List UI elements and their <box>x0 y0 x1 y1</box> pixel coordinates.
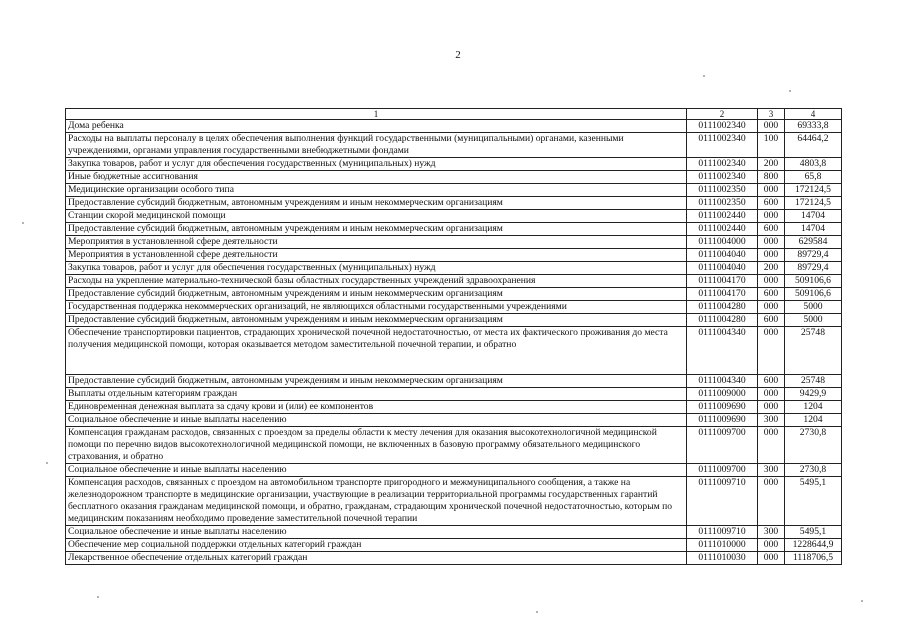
table-row <box>66 552 842 565</box>
row-name-cell: Дома ребенка <box>66 120 687 133</box>
row-sum-cell: 1204 <box>785 401 842 414</box>
table-row <box>66 262 842 275</box>
row-sum-cell: 2730,8 <box>785 427 842 464</box>
table-row <box>66 388 842 401</box>
row-expense-type-cell: 000 <box>758 120 785 133</box>
row-code-cell: 0111002340 <box>687 158 758 171</box>
table-row <box>66 288 842 301</box>
row-name-cell: Станции скорой медицинской помощи <box>66 210 687 223</box>
row-code-cell: 0111009710 <box>687 477 758 526</box>
column-header-sum: 4 <box>785 109 842 120</box>
row-code-cell: 0111009710 <box>687 526 758 539</box>
table-row <box>66 539 842 552</box>
row-sum-cell: 5495,1 <box>785 477 842 526</box>
row-code-cell: 0111004040 <box>687 249 758 262</box>
column-header-name: 1 <box>66 109 687 120</box>
row-name-cell: Социальное обеспечение и иные выплаты населению <box>66 526 687 539</box>
row-code-cell: 0111002340 <box>687 120 758 133</box>
table-row <box>66 210 842 223</box>
row-code-cell: 0111009000 <box>687 388 758 401</box>
row-name-cell: Закупка товаров, работ и услуг для обеспечения государственных (муниципальных) нужд <box>66 158 687 171</box>
scan-speck <box>861 600 863 602</box>
table-row <box>66 249 842 262</box>
row-name-cell: Предоставление субсидий бюджетным, автономным учреждениям и иным некоммерческим организациям <box>66 314 687 327</box>
row-name-cell: Лекарственное обеспечение отдельных категорий граждан <box>66 552 687 565</box>
row-code-cell: 0111002350 <box>687 184 758 197</box>
row-expense-type-cell: 000 <box>758 184 785 197</box>
scan-speck <box>46 462 48 464</box>
table-row <box>66 464 842 477</box>
scan-speck <box>703 75 705 77</box>
row-name-cell: Государственная поддержка некоммерческих организаций, не являющихся областными государственными учреждениями <box>66 301 687 314</box>
row-name-cell: Мероприятия в установленной сфере деятельности <box>66 236 687 249</box>
row-sum-cell: 5000 <box>785 301 842 314</box>
table-row <box>66 526 842 539</box>
table-row <box>66 236 842 249</box>
row-code-cell: 0111009690 <box>687 414 758 427</box>
row-sum-cell: 25748 <box>785 327 842 375</box>
row-expense-type-cell: 300 <box>758 526 785 539</box>
table-row <box>66 477 842 526</box>
row-expense-type-cell: 000 <box>758 327 785 375</box>
table-row <box>66 375 842 388</box>
row-name-cell: Предоставление субсидий бюджетным, автономным учреждениям и иным некоммерческим организациям <box>66 197 687 210</box>
row-name-cell: Расходы на укрепление материально-технической базы областных государственных учреждений здравоохранения <box>66 275 687 288</box>
row-name-cell: Социальное обеспечение и иные выплаты населению <box>66 464 687 477</box>
row-code-cell: 0111004340 <box>687 327 758 375</box>
row-expense-type-cell: 000 <box>758 388 785 401</box>
column-header-code: 2 <box>687 109 758 120</box>
row-expense-type-cell: 200 <box>758 262 785 275</box>
row-expense-type-cell: 000 <box>758 427 785 464</box>
row-name-cell: Обеспечение транспортировки пациентов, страдающих хронической почечной недостаточностью, от места их фактического проживания до места получения медицинской помощи, которая оказывается методом заместительной почечной терапии, и обратно <box>66 327 687 375</box>
row-code-cell: 0111004170 <box>687 288 758 301</box>
row-code-cell: 0111004000 <box>687 236 758 249</box>
table-row <box>66 314 842 327</box>
row-code-cell: 0111002340 <box>687 171 758 184</box>
row-code-cell: 0111002340 <box>687 133 758 158</box>
row-sum-cell: 172124,5 <box>785 197 842 210</box>
row-expense-type-cell: 000 <box>758 539 785 552</box>
scan-speck <box>22 222 24 224</box>
row-code-cell: 0111002440 <box>687 223 758 236</box>
row-expense-type-cell: 000 <box>758 249 785 262</box>
row-code-cell: 0111004280 <box>687 314 758 327</box>
row-expense-type-cell: 600 <box>758 223 785 236</box>
row-sum-cell: 64464,2 <box>785 133 842 158</box>
row-expense-type-cell: 300 <box>758 414 785 427</box>
row-sum-cell: 5000 <box>785 314 842 327</box>
budget-table <box>65 108 842 565</box>
row-expense-type-cell: 000 <box>758 401 785 414</box>
row-code-cell: 0111004040 <box>687 262 758 275</box>
row-sum-cell: 69333,8 <box>785 120 842 133</box>
table-row <box>66 120 842 133</box>
row-sum-cell: 4803,8 <box>785 158 842 171</box>
table-row <box>66 133 842 158</box>
row-sum-cell: 14704 <box>785 223 842 236</box>
row-sum-cell: 65,8 <box>785 171 842 184</box>
table-row <box>66 275 842 288</box>
row-expense-type-cell: 600 <box>758 375 785 388</box>
table-row <box>66 197 842 210</box>
row-code-cell: 0111002350 <box>687 197 758 210</box>
row-name-cell: Предоставление субсидий бюджетным, автономным учреждениям и иным некоммерческим организациям <box>66 375 687 388</box>
row-code-cell: 0111004170 <box>687 275 758 288</box>
page-number: 2 <box>455 49 461 61</box>
scan-speck <box>97 596 99 598</box>
table-row <box>66 427 842 464</box>
row-expense-type-cell: 300 <box>758 464 785 477</box>
row-code-cell: 0111004340 <box>687 375 758 388</box>
row-name-cell: Социальное обеспечение и иные выплаты населению <box>66 414 687 427</box>
row-sum-cell: 89729,4 <box>785 262 842 275</box>
row-expense-type-cell: 000 <box>758 301 785 314</box>
row-sum-cell: 25748 <box>785 375 842 388</box>
row-sum-cell: 14704 <box>785 210 842 223</box>
row-name-cell: Компенсация гражданам расходов, связанных с проездом за пределы области к месту лечения для оказания высокотехнологичной медицинской помощи по перечню видов высокотехнологичной медицинской помощи, не включенных в базовую программу обязательного медицинского страхования, и обратно <box>66 427 687 464</box>
table-row <box>66 414 842 427</box>
row-name-cell: Расходы на выплаты персоналу в целях обеспечения выполнения функций государственными (муниципальными) органами, казенными учреждениями, органами управления государственными внебюджетными фондами <box>66 133 687 158</box>
table-body <box>66 120 842 565</box>
row-code-cell: 0111009700 <box>687 427 758 464</box>
row-name-cell: Иные бюджетные ассигнования <box>66 171 687 184</box>
table-row <box>66 327 842 375</box>
row-sum-cell: 509106,6 <box>785 275 842 288</box>
row-code-cell: 0111010000 <box>687 539 758 552</box>
row-expense-type-cell: 000 <box>758 477 785 526</box>
table-row <box>66 184 842 197</box>
row-name-cell: Обеспечение мер социальной поддержки отдельных категорий граждан <box>66 539 687 552</box>
table-row <box>66 223 842 236</box>
column-header-expense-type: 3 <box>758 109 785 120</box>
scan-speck <box>536 611 538 613</box>
row-expense-type-cell: 600 <box>758 314 785 327</box>
row-sum-cell: 1204 <box>785 414 842 427</box>
row-expense-type-cell: 000 <box>758 275 785 288</box>
row-sum-cell: 172124,5 <box>785 184 842 197</box>
row-expense-type-cell: 800 <box>758 171 785 184</box>
row-sum-cell: 509106,6 <box>785 288 842 301</box>
row-sum-cell: 629584 <box>785 236 842 249</box>
row-name-cell: Закупка товаров, работ и услуг для обеспечения государственных (муниципальных) нужд <box>66 262 687 275</box>
row-sum-cell: 5495,1 <box>785 526 842 539</box>
row-expense-type-cell: 000 <box>758 236 785 249</box>
table-row <box>66 301 842 314</box>
row-sum-cell: 1118706,5 <box>785 552 842 565</box>
row-name-cell: Компенсация расходов, связанных с проездом на автомобильном транспорте пригородного и межмуниципального сообщения, а также на железнодорожном транспорте в медицинские организации, участвующие в реализации территориальной программы государственных гарантий бесплатного оказания гражданам медицинской помощи, и обратно, гражданам, страдающим хронической почечной недостаточностью, которым по медицинским показаниям необходимо проведение заместительной почечной терапии <box>66 477 687 526</box>
row-sum-cell: 1228644,9 <box>785 539 842 552</box>
table-row <box>66 158 842 171</box>
row-name-cell: Выплаты отдельным категориям граждан <box>66 388 687 401</box>
row-expense-type-cell: 600 <box>758 288 785 301</box>
row-sum-cell: 9429,9 <box>785 388 842 401</box>
row-name-cell: Мероприятия в установленной сфере деятельности <box>66 249 687 262</box>
scan-speck <box>789 90 791 92</box>
table-row <box>66 401 842 414</box>
row-code-cell: 0111002440 <box>687 210 758 223</box>
row-expense-type-cell: 000 <box>758 552 785 565</box>
row-code-cell: 0111009690 <box>687 401 758 414</box>
row-name-cell: Предоставление субсидий бюджетным, автономным учреждениям и иным некоммерческим организациям <box>66 223 687 236</box>
row-expense-type-cell: 000 <box>758 210 785 223</box>
row-code-cell: 0111004280 <box>687 301 758 314</box>
row-name-cell: Медицинские организации особого типа <box>66 184 687 197</box>
row-sum-cell: 2730,8 <box>785 464 842 477</box>
row-expense-type-cell: 200 <box>758 158 785 171</box>
row-name-cell: Единовременная денежная выплата за сдачу крови и (или) ее компонентов <box>66 401 687 414</box>
row-expense-type-cell: 600 <box>758 197 785 210</box>
row-code-cell: 0111009700 <box>687 464 758 477</box>
row-expense-type-cell: 100 <box>758 133 785 158</box>
row-name-cell: Предоставление субсидий бюджетным, автономным учреждениям и иным некоммерческим организациям <box>66 288 687 301</box>
row-code-cell: 0111010030 <box>687 552 758 565</box>
row-sum-cell: 89729,4 <box>785 249 842 262</box>
table-row <box>66 171 842 184</box>
table-header-row <box>66 109 842 120</box>
